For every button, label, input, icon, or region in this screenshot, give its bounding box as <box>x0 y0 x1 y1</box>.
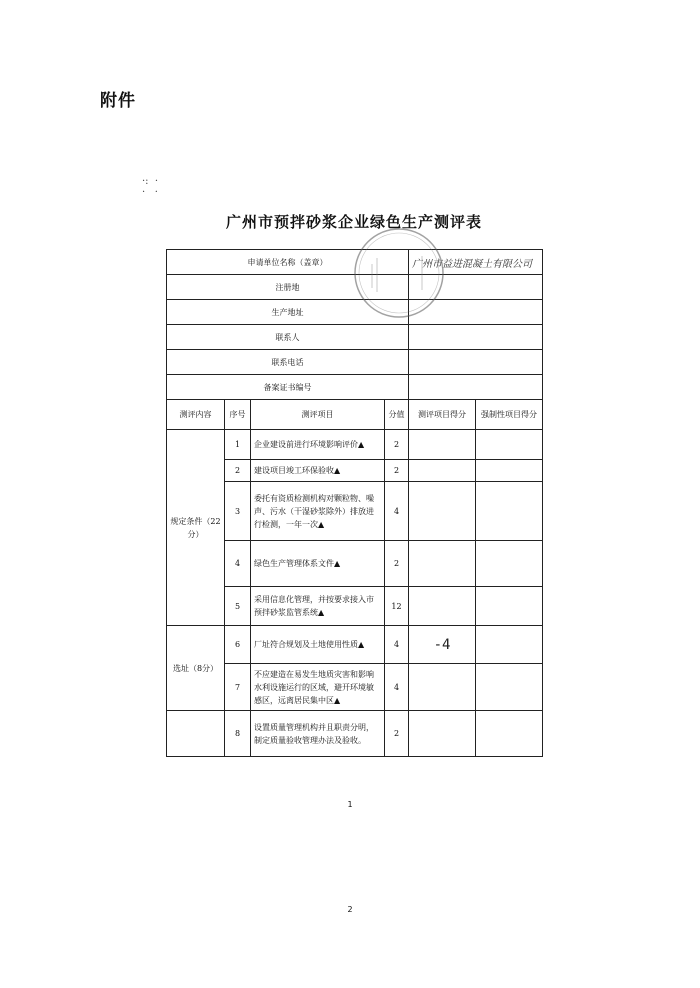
row-mandatory <box>476 430 543 460</box>
row-seq: 4 <box>225 541 251 587</box>
document-title: 广州市预拌砂浆企业绿色生产测评表 <box>225 213 482 231</box>
row-mandatory <box>476 587 543 626</box>
row-mandatory <box>476 711 543 757</box>
row-points: 4 <box>385 482 409 541</box>
row-mandatory <box>476 541 543 587</box>
header-score: 测评项目得分 <box>409 400 476 430</box>
row-points: 2 <box>385 541 409 587</box>
evaluation-table <box>166 249 543 757</box>
row-seq: 7 <box>225 664 251 711</box>
category-cell: 规定条件（22分） <box>167 430 225 626</box>
row-seq: 5 <box>225 587 251 626</box>
scan-specks: ·: · · · <box>142 176 159 198</box>
row-points: 2 <box>385 430 409 460</box>
header-mandatory: 强制性项目得分 <box>476 400 543 430</box>
header-item: 测评项目 <box>251 400 385 430</box>
row-points: 4 <box>385 626 409 664</box>
info-value <box>409 275 543 300</box>
row-score <box>409 711 476 757</box>
row-points: 2 <box>385 711 409 757</box>
row-score <box>409 482 476 541</box>
info-row <box>167 325 543 350</box>
row-score <box>409 541 476 587</box>
attachment-label: 附件 <box>100 91 136 111</box>
table-row <box>167 711 543 757</box>
row-item: 采用信息化管理，并按要求接入市预拌砂浆监管系统▲ <box>251 587 385 626</box>
info-label: 备案证书编号 <box>167 375 409 400</box>
row-score <box>409 587 476 626</box>
row-points: 12 <box>385 587 409 626</box>
info-value <box>409 250 543 275</box>
row-score <box>409 430 476 460</box>
row-seq: 2 <box>225 460 251 482</box>
info-value <box>409 300 543 325</box>
info-value <box>409 325 543 350</box>
info-label: 申请单位名称（盖章） <box>167 250 409 275</box>
row-seq: 1 <box>225 430 251 460</box>
table-row <box>167 626 543 664</box>
info-row <box>167 250 543 275</box>
category-cell: 选址（8分） <box>167 626 225 711</box>
row-item: 绿色生产管理体系文件▲ <box>251 541 385 587</box>
row-score <box>409 664 476 711</box>
row-item: 设置质量管理机构并且职责分明，制定质量验收管理办法及验收。 <box>251 711 385 757</box>
row-mandatory <box>476 460 543 482</box>
category-cell-empty <box>167 711 225 757</box>
info-label: 联系电话 <box>167 350 409 375</box>
page-number-1: 1 <box>347 800 353 809</box>
table-header-row <box>167 400 543 430</box>
info-row <box>167 375 543 400</box>
page-number-2: 2 <box>347 905 353 914</box>
row-points: 2 <box>385 460 409 482</box>
row-seq: 6 <box>225 626 251 664</box>
info-row <box>167 300 543 325</box>
info-row <box>167 350 543 375</box>
info-row <box>167 275 543 300</box>
row-seq: 8 <box>225 711 251 757</box>
row-item: 委托有资质检测机构对颗粒物、噪声、污水（干湿砂浆除外）排放进行检测，一年一次▲ <box>251 482 385 541</box>
row-item: 厂址符合规划及土地使用性质▲ <box>251 626 385 664</box>
company-name-handwritten: 广州市益进混凝土有限公司 <box>412 258 532 270</box>
table-row <box>167 430 543 460</box>
row-mandatory <box>476 482 543 541</box>
info-label: 生产地址 <box>167 300 409 325</box>
row-points: 4 <box>385 664 409 711</box>
info-label: 注册地 <box>167 275 409 300</box>
row-mandatory <box>476 626 543 664</box>
header-content: 测评内容 <box>167 400 225 430</box>
header-seq: 序号 <box>225 400 251 430</box>
row-score-handwritten: -4 <box>409 626 476 664</box>
row-item: 建设项目竣工环保验收▲ <box>251 460 385 482</box>
info-value <box>409 350 543 375</box>
row-item: 不应建造在易发生地质灾害和影响水利设施运行的区域，避开环境敏感区，远离居民集中区▲ <box>251 664 385 711</box>
info-value <box>409 375 543 400</box>
row-seq: 3 <box>225 482 251 541</box>
row-mandatory <box>476 664 543 711</box>
header-points: 分值 <box>385 400 409 430</box>
row-item: 企业建设前进行环境影响评价▲ <box>251 430 385 460</box>
info-label: 联系人 <box>167 325 409 350</box>
row-score <box>409 460 476 482</box>
